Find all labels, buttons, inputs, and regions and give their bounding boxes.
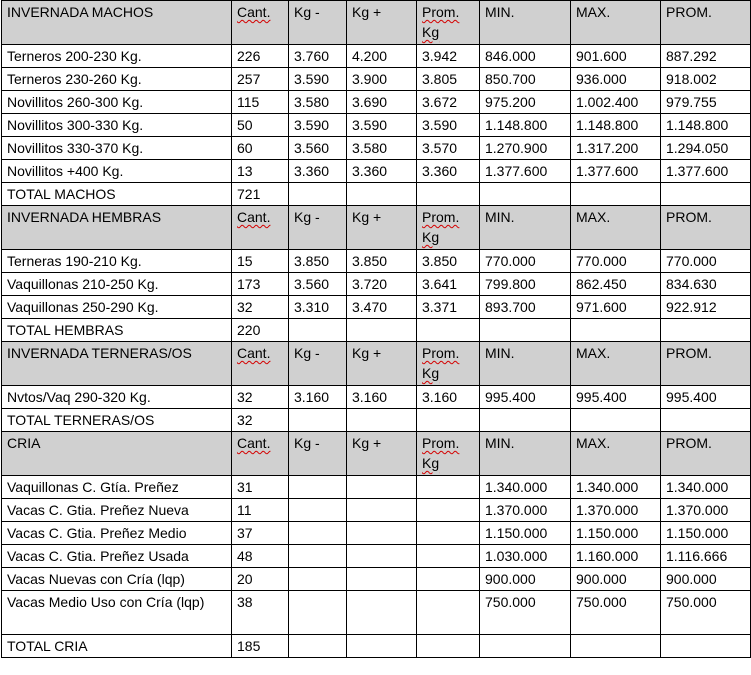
col-header-min: MIN.	[480, 432, 571, 476]
total-value: 721	[232, 183, 289, 206]
kg-min-cell: 3.560	[289, 273, 347, 296]
min-cell: 893.700	[480, 296, 571, 319]
prom-cell: 1.370.000	[661, 499, 751, 522]
section-title: INVERNADA MACHOS	[2, 1, 232, 45]
col-header-prom-kg: Prom. Kg	[417, 342, 480, 386]
cant-cell: 173	[232, 273, 289, 296]
prom-kg-cell	[417, 568, 480, 591]
empty-cell	[347, 183, 417, 206]
prom-cell: 1.340.000	[661, 476, 751, 499]
kg-min-cell: 3.360	[289, 160, 347, 183]
kg-min-cell: 3.850	[289, 250, 347, 273]
cant-cell: 115	[232, 91, 289, 114]
col-header-prom-kg: Prom. Kg	[417, 206, 480, 250]
col-header-kg-max: Kg +	[347, 432, 417, 476]
empty-cell	[347, 319, 417, 342]
prom-cell: 918.002	[661, 68, 751, 91]
kg-max-cell	[347, 568, 417, 591]
category-cell: Terneras 190-210 Kg.	[2, 250, 232, 273]
prom-kg-cell: 3.570	[417, 137, 480, 160]
empty-cell	[480, 409, 571, 432]
prom-kg-cell: 3.805	[417, 68, 480, 91]
total-value: 185	[232, 635, 289, 658]
cant-cell: 20	[232, 568, 289, 591]
kg-max-cell	[347, 522, 417, 545]
empty-cell	[480, 635, 571, 658]
col-header-prom: PROM.	[661, 1, 751, 45]
prom-kg-cell: 3.371	[417, 296, 480, 319]
kg-max-cell	[347, 476, 417, 499]
max-cell: 995.400	[571, 386, 661, 409]
col-header-max: MAX.	[571, 1, 661, 45]
max-cell: 1.317.200	[571, 137, 661, 160]
col-header-min: MIN.	[480, 1, 571, 45]
empty-cell	[417, 319, 480, 342]
max-cell: 971.600	[571, 296, 661, 319]
section-header-row	[2, 432, 751, 476]
kg-max-cell: 4.200	[347, 45, 417, 68]
min-cell: 799.800	[480, 273, 571, 296]
table-row	[2, 68, 751, 91]
table-row	[2, 91, 751, 114]
category-cell: Nvtos/Vaq 290-320 Kg.	[2, 386, 232, 409]
max-cell: 1.377.600	[571, 160, 661, 183]
kg-max-cell: 3.580	[347, 137, 417, 160]
min-cell: 900.000	[480, 568, 571, 591]
max-cell: 900.000	[571, 568, 661, 591]
prom-cell: 922.912	[661, 296, 751, 319]
kg-min-cell	[289, 568, 347, 591]
max-cell: 750.000	[571, 591, 661, 635]
section-title: CRIA	[2, 432, 232, 476]
category-cell: Vacas C. Gtia. Preñez Medio	[2, 522, 232, 545]
cant-cell: 32	[232, 296, 289, 319]
col-header-kg-min: Kg -	[289, 206, 347, 250]
col-header-prom-kg: Prom. Kg	[417, 1, 480, 45]
cant-cell: 37	[232, 522, 289, 545]
empty-cell	[571, 319, 661, 342]
col-header-kg-max: Kg +	[347, 1, 417, 45]
empty-cell	[571, 635, 661, 658]
kg-max-cell: 3.900	[347, 68, 417, 91]
empty-cell	[480, 183, 571, 206]
category-cell: Vaquillonas 250-290 Kg.	[2, 296, 232, 319]
prom-cell: 887.292	[661, 45, 751, 68]
empty-cell	[661, 635, 751, 658]
max-cell: 862.450	[571, 273, 661, 296]
col-header-prom: PROM.	[661, 432, 751, 476]
total-row	[2, 635, 751, 658]
table-row	[2, 591, 751, 635]
cant-cell: 226	[232, 45, 289, 68]
cant-cell: 60	[232, 137, 289, 160]
empty-cell	[347, 635, 417, 658]
empty-cell	[289, 635, 347, 658]
prom-kg-cell: 3.590	[417, 114, 480, 137]
empty-cell	[661, 409, 751, 432]
min-cell: 995.400	[480, 386, 571, 409]
category-cell: Novillitos +400 Kg.	[2, 160, 232, 183]
prom-cell: 979.755	[661, 91, 751, 114]
table-row	[2, 45, 751, 68]
kg-min-cell: 3.310	[289, 296, 347, 319]
total-row	[2, 409, 751, 432]
prom-kg-cell: 3.160	[417, 386, 480, 409]
empty-cell	[417, 635, 480, 658]
cant-cell: 48	[232, 545, 289, 568]
table-row	[2, 499, 751, 522]
min-cell: 975.200	[480, 91, 571, 114]
empty-cell	[480, 319, 571, 342]
min-cell: 1.370.000	[480, 499, 571, 522]
max-cell: 1.340.000	[571, 476, 661, 499]
col-header-cant: Cant.	[232, 432, 289, 476]
kg-min-cell	[289, 522, 347, 545]
kg-max-cell	[347, 591, 417, 635]
col-header-prom: PROM.	[661, 342, 751, 386]
col-header-kg-min: Kg -	[289, 1, 347, 45]
cant-cell: 38	[232, 591, 289, 635]
empty-cell	[289, 183, 347, 206]
table-row	[2, 296, 751, 319]
col-header-kg-min: Kg -	[289, 342, 347, 386]
category-cell: Novillitos 330-370 Kg.	[2, 137, 232, 160]
kg-min-cell: 3.590	[289, 114, 347, 137]
prom-kg-cell	[417, 476, 480, 499]
table-row	[2, 137, 751, 160]
table-row	[2, 545, 751, 568]
cattle-auction-table	[1, 0, 751, 658]
col-header-max: MAX.	[571, 342, 661, 386]
prom-kg-cell: 3.942	[417, 45, 480, 68]
category-cell: Terneros 200-230 Kg.	[2, 45, 232, 68]
min-cell: 770.000	[480, 250, 571, 273]
cant-cell: 50	[232, 114, 289, 137]
min-cell: 1.030.000	[480, 545, 571, 568]
empty-cell	[289, 319, 347, 342]
total-label: TOTAL CRIA	[2, 635, 232, 658]
empty-cell	[661, 183, 751, 206]
section-title: INVERNADA TERNERAS/OS	[2, 342, 232, 386]
section-title: INVERNADA HEMBRAS	[2, 206, 232, 250]
empty-cell	[347, 409, 417, 432]
max-cell: 901.600	[571, 45, 661, 68]
prom-cell: 1.294.050	[661, 137, 751, 160]
min-cell: 1.148.800	[480, 114, 571, 137]
cant-cell: 32	[232, 386, 289, 409]
kg-min-cell: 3.580	[289, 91, 347, 114]
prom-cell: 1.148.800	[661, 114, 751, 137]
col-header-cant: Cant.	[232, 1, 289, 45]
col-header-max: MAX.	[571, 432, 661, 476]
cant-cell: 257	[232, 68, 289, 91]
empty-cell	[661, 319, 751, 342]
prom-kg-cell	[417, 499, 480, 522]
kg-max-cell: 3.590	[347, 114, 417, 137]
min-cell: 1.377.600	[480, 160, 571, 183]
kg-min-cell	[289, 499, 347, 522]
max-cell: 770.000	[571, 250, 661, 273]
kg-max-cell: 3.720	[347, 273, 417, 296]
kg-max-cell: 3.850	[347, 250, 417, 273]
section-header-row	[2, 1, 751, 45]
empty-cell	[417, 409, 480, 432]
min-cell: 850.700	[480, 68, 571, 91]
max-cell: 1.002.400	[571, 91, 661, 114]
col-header-prom-kg: Prom. Kg	[417, 432, 480, 476]
table-row	[2, 273, 751, 296]
col-header-min: MIN.	[480, 206, 571, 250]
min-cell: 1.340.000	[480, 476, 571, 499]
empty-cell	[289, 409, 347, 432]
max-cell: 936.000	[571, 68, 661, 91]
col-header-prom: PROM.	[661, 206, 751, 250]
table-row	[2, 568, 751, 591]
kg-max-cell: 3.160	[347, 386, 417, 409]
prom-kg-cell	[417, 522, 480, 545]
prom-cell: 750.000	[661, 591, 751, 635]
kg-min-cell: 3.760	[289, 45, 347, 68]
col-header-kg-max: Kg +	[347, 206, 417, 250]
prom-cell: 1.116.666	[661, 545, 751, 568]
kg-max-cell	[347, 545, 417, 568]
prom-cell: 1.377.600	[661, 160, 751, 183]
table-row	[2, 522, 751, 545]
cant-cell: 15	[232, 250, 289, 273]
cant-cell: 13	[232, 160, 289, 183]
empty-cell	[417, 183, 480, 206]
prom-kg-cell: 3.850	[417, 250, 480, 273]
kg-max-cell	[347, 499, 417, 522]
table-row	[2, 476, 751, 499]
col-header-max: MAX.	[571, 206, 661, 250]
prom-cell: 834.630	[661, 273, 751, 296]
cant-cell: 31	[232, 476, 289, 499]
prom-kg-cell	[417, 545, 480, 568]
kg-min-cell: 3.160	[289, 386, 347, 409]
kg-max-cell: 3.360	[347, 160, 417, 183]
min-cell: 1.270.900	[480, 137, 571, 160]
category-cell: Vaquillonas C. Gtía. Preñez	[2, 476, 232, 499]
col-header-cant: Cant.	[232, 206, 289, 250]
total-label: TOTAL MACHOS	[2, 183, 232, 206]
col-header-kg-max: Kg +	[347, 342, 417, 386]
section-header-row	[2, 206, 751, 250]
total-row	[2, 183, 751, 206]
total-label: TOTAL TERNERAS/OS	[2, 409, 232, 432]
prom-cell: 995.400	[661, 386, 751, 409]
kg-max-cell: 3.690	[347, 91, 417, 114]
kg-min-cell	[289, 545, 347, 568]
table-row	[2, 114, 751, 137]
category-cell: Novillitos 260-300 Kg.	[2, 91, 232, 114]
prom-kg-cell	[417, 591, 480, 635]
category-cell: Vaquillonas 210-250 Kg.	[2, 273, 232, 296]
col-header-kg-min: Kg -	[289, 432, 347, 476]
cant-cell: 11	[232, 499, 289, 522]
max-cell: 1.160.000	[571, 545, 661, 568]
max-cell: 1.370.000	[571, 499, 661, 522]
total-label: TOTAL HEMBRAS	[2, 319, 232, 342]
total-value: 32	[232, 409, 289, 432]
kg-min-cell	[289, 591, 347, 635]
table-row	[2, 250, 751, 273]
col-header-cant: Cant.	[232, 342, 289, 386]
empty-cell	[571, 183, 661, 206]
prom-kg-cell: 3.641	[417, 273, 480, 296]
col-header-min: MIN.	[480, 342, 571, 386]
max-cell: 1.148.800	[571, 114, 661, 137]
category-cell: Novillitos 300-330 Kg.	[2, 114, 232, 137]
max-cell: 1.150.000	[571, 522, 661, 545]
prom-cell: 1.150.000	[661, 522, 751, 545]
category-cell: Vacas C. Gtia. Preñez Nueva	[2, 499, 232, 522]
kg-max-cell: 3.470	[347, 296, 417, 319]
prom-cell: 900.000	[661, 568, 751, 591]
category-cell: Vacas C. Gtia. Preñez Usada	[2, 545, 232, 568]
kg-min-cell: 3.590	[289, 68, 347, 91]
section-header-row	[2, 342, 751, 386]
total-row	[2, 319, 751, 342]
category-cell: Vacas Nuevas con Cría (lqp)	[2, 568, 232, 591]
min-cell: 750.000	[480, 591, 571, 635]
prom-kg-cell: 3.360	[417, 160, 480, 183]
min-cell: 1.150.000	[480, 522, 571, 545]
table-row	[2, 160, 751, 183]
kg-min-cell: 3.560	[289, 137, 347, 160]
table-row	[2, 386, 751, 409]
category-cell: Vacas Medio Uso con Cría (lqp)	[2, 591, 232, 635]
min-cell: 846.000	[480, 45, 571, 68]
prom-cell: 770.000	[661, 250, 751, 273]
kg-min-cell	[289, 476, 347, 499]
total-value: 220	[232, 319, 289, 342]
prom-kg-cell: 3.672	[417, 91, 480, 114]
empty-cell	[571, 409, 661, 432]
category-cell: Terneros 230-260 Kg.	[2, 68, 232, 91]
